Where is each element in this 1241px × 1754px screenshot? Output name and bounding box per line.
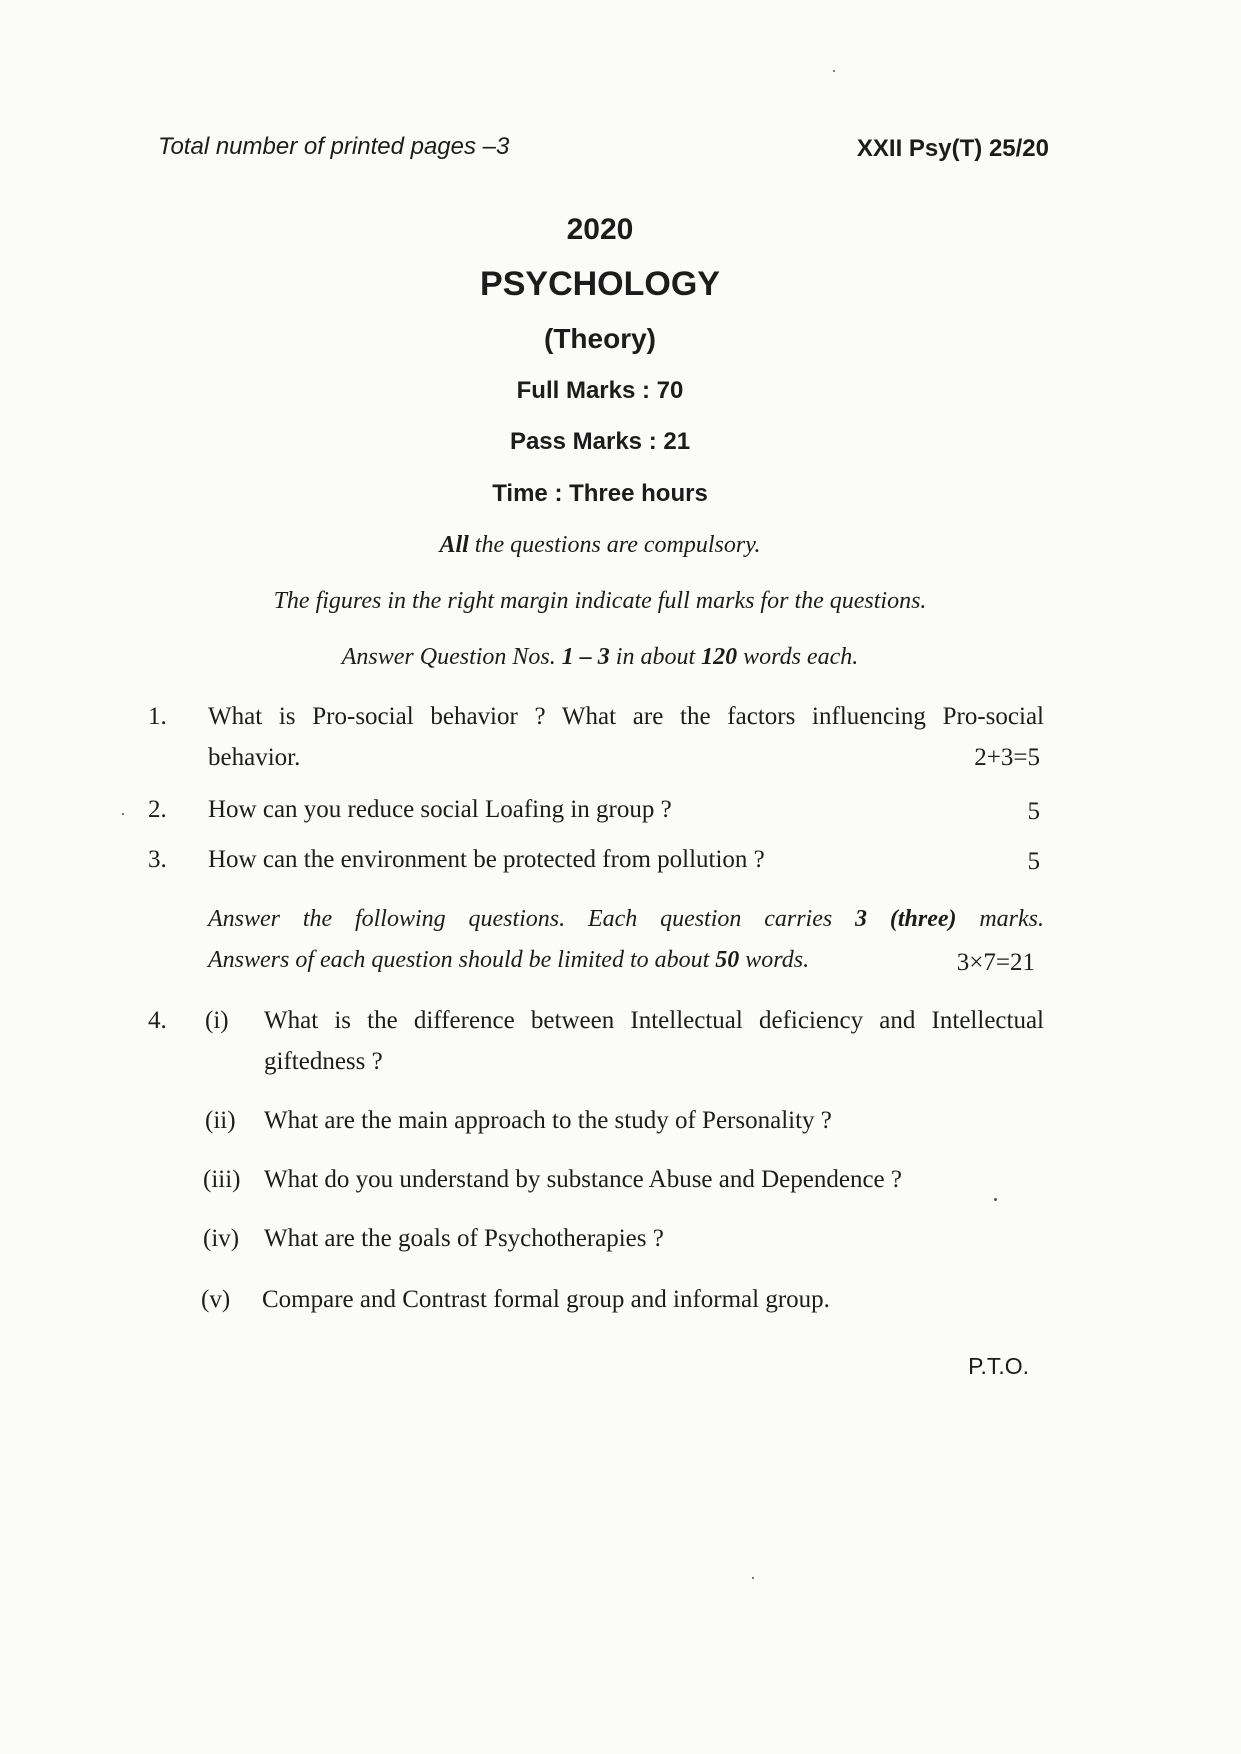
- section-a-words: 120: [701, 644, 738, 670]
- instruction-section-b-line1: [208, 906, 1044, 933]
- subject-title: PSYCHOLOGY: [480, 265, 720, 303]
- question-4-part-iv-text: What are the goals of Psychotherapies ?: [264, 1225, 664, 1252]
- question-4-part-iii-text: What do you understand by substance Abuse and Dependence ?: [264, 1166, 903, 1193]
- question-4-part-v-text: Compare and Contrast formal group and informal group.: [262, 1286, 830, 1313]
- question-4-part-iv-label: (iv): [203, 1225, 240, 1252]
- scan-speck: [833, 70, 835, 72]
- instruction-compulsory-rest: the questions are compulsory.: [468, 532, 761, 558]
- section-a-range: 1 – 3: [561, 644, 610, 670]
- exam-year: 2020: [566, 213, 634, 246]
- instruction-section-b-line2: [208, 947, 809, 974]
- instruction-section-a: [0, 644, 1200, 671]
- section-a-post: words each.: [737, 644, 859, 670]
- full-marks: Full Marks : 70: [516, 377, 684, 404]
- question-4-part-ii-text: What are the main approach to the study of Personality ?: [264, 1107, 832, 1134]
- section-b-line2-post: words.: [739, 947, 810, 973]
- question-3-number: 3.: [148, 846, 167, 873]
- question-2-text: How can you reduce social Loafing in group ?: [208, 796, 672, 823]
- question-1-marks: 2+3=5: [974, 744, 1040, 771]
- question-4-part-i-label: (i): [205, 1007, 229, 1034]
- section-b-line1-pre: Answer the following questions. Each question carries: [208, 906, 856, 932]
- pass-marks: Pass Marks : 21: [509, 428, 691, 455]
- question-4-part-i-text-continued: giftedness ?: [264, 1048, 383, 1075]
- printed-pages-note: Total number of printed pages –3: [158, 133, 510, 160]
- section-a-pre: Answer Question Nos.: [341, 644, 562, 670]
- instruction-compulsory-bold: All: [439, 532, 469, 558]
- question-3-marks: 5: [1027, 848, 1040, 875]
- please-turn-over: P.T.O.: [968, 1353, 1029, 1379]
- question-4-part-i-text: What is the difference between Intellectual deficiency and Intellectual: [264, 1007, 1044, 1034]
- paper-code: XXII Psy(T) 25/20: [856, 135, 1049, 162]
- scan-speck: [994, 1198, 997, 1201]
- question-1-text-continued: behavior.: [208, 744, 301, 771]
- section-b-line2-bold: 50: [715, 947, 740, 973]
- question-1-text: What is Pro-social behavior ? What are the factors influencing Pro-social: [208, 703, 1044, 730]
- question-4-part-iii-label: (iii): [203, 1166, 241, 1193]
- instruction-compulsory: [0, 532, 1200, 559]
- scan-speck: [122, 813, 124, 815]
- section-b-marks: 3×7=21: [956, 949, 1035, 976]
- question-4-part-ii-label: (ii): [205, 1107, 236, 1134]
- question-1-number: 1.: [148, 703, 167, 730]
- section-a-mid: in about: [609, 644, 702, 670]
- section-b-line2-pre: Answers of each question should be limited to about: [208, 947, 716, 973]
- instruction-marks-margin: The figures in the right margin indicate full marks for the questions.: [273, 588, 927, 614]
- section-b-line1-bold: 3 (three): [855, 906, 957, 932]
- exam-time: Time : Three hours: [492, 480, 708, 507]
- question-4-number: 4.: [148, 1007, 167, 1034]
- question-2-number: 2.: [148, 796, 167, 823]
- question-3-text: How can the environment be protected from pollution ?: [208, 846, 765, 873]
- paper-type: (Theory): [544, 323, 656, 354]
- question-4-part-v-label: (v): [201, 1286, 231, 1313]
- section-b-line1-post: marks.: [956, 906, 1044, 932]
- scan-speck: [752, 1577, 754, 1579]
- question-2-marks: 5: [1027, 798, 1040, 825]
